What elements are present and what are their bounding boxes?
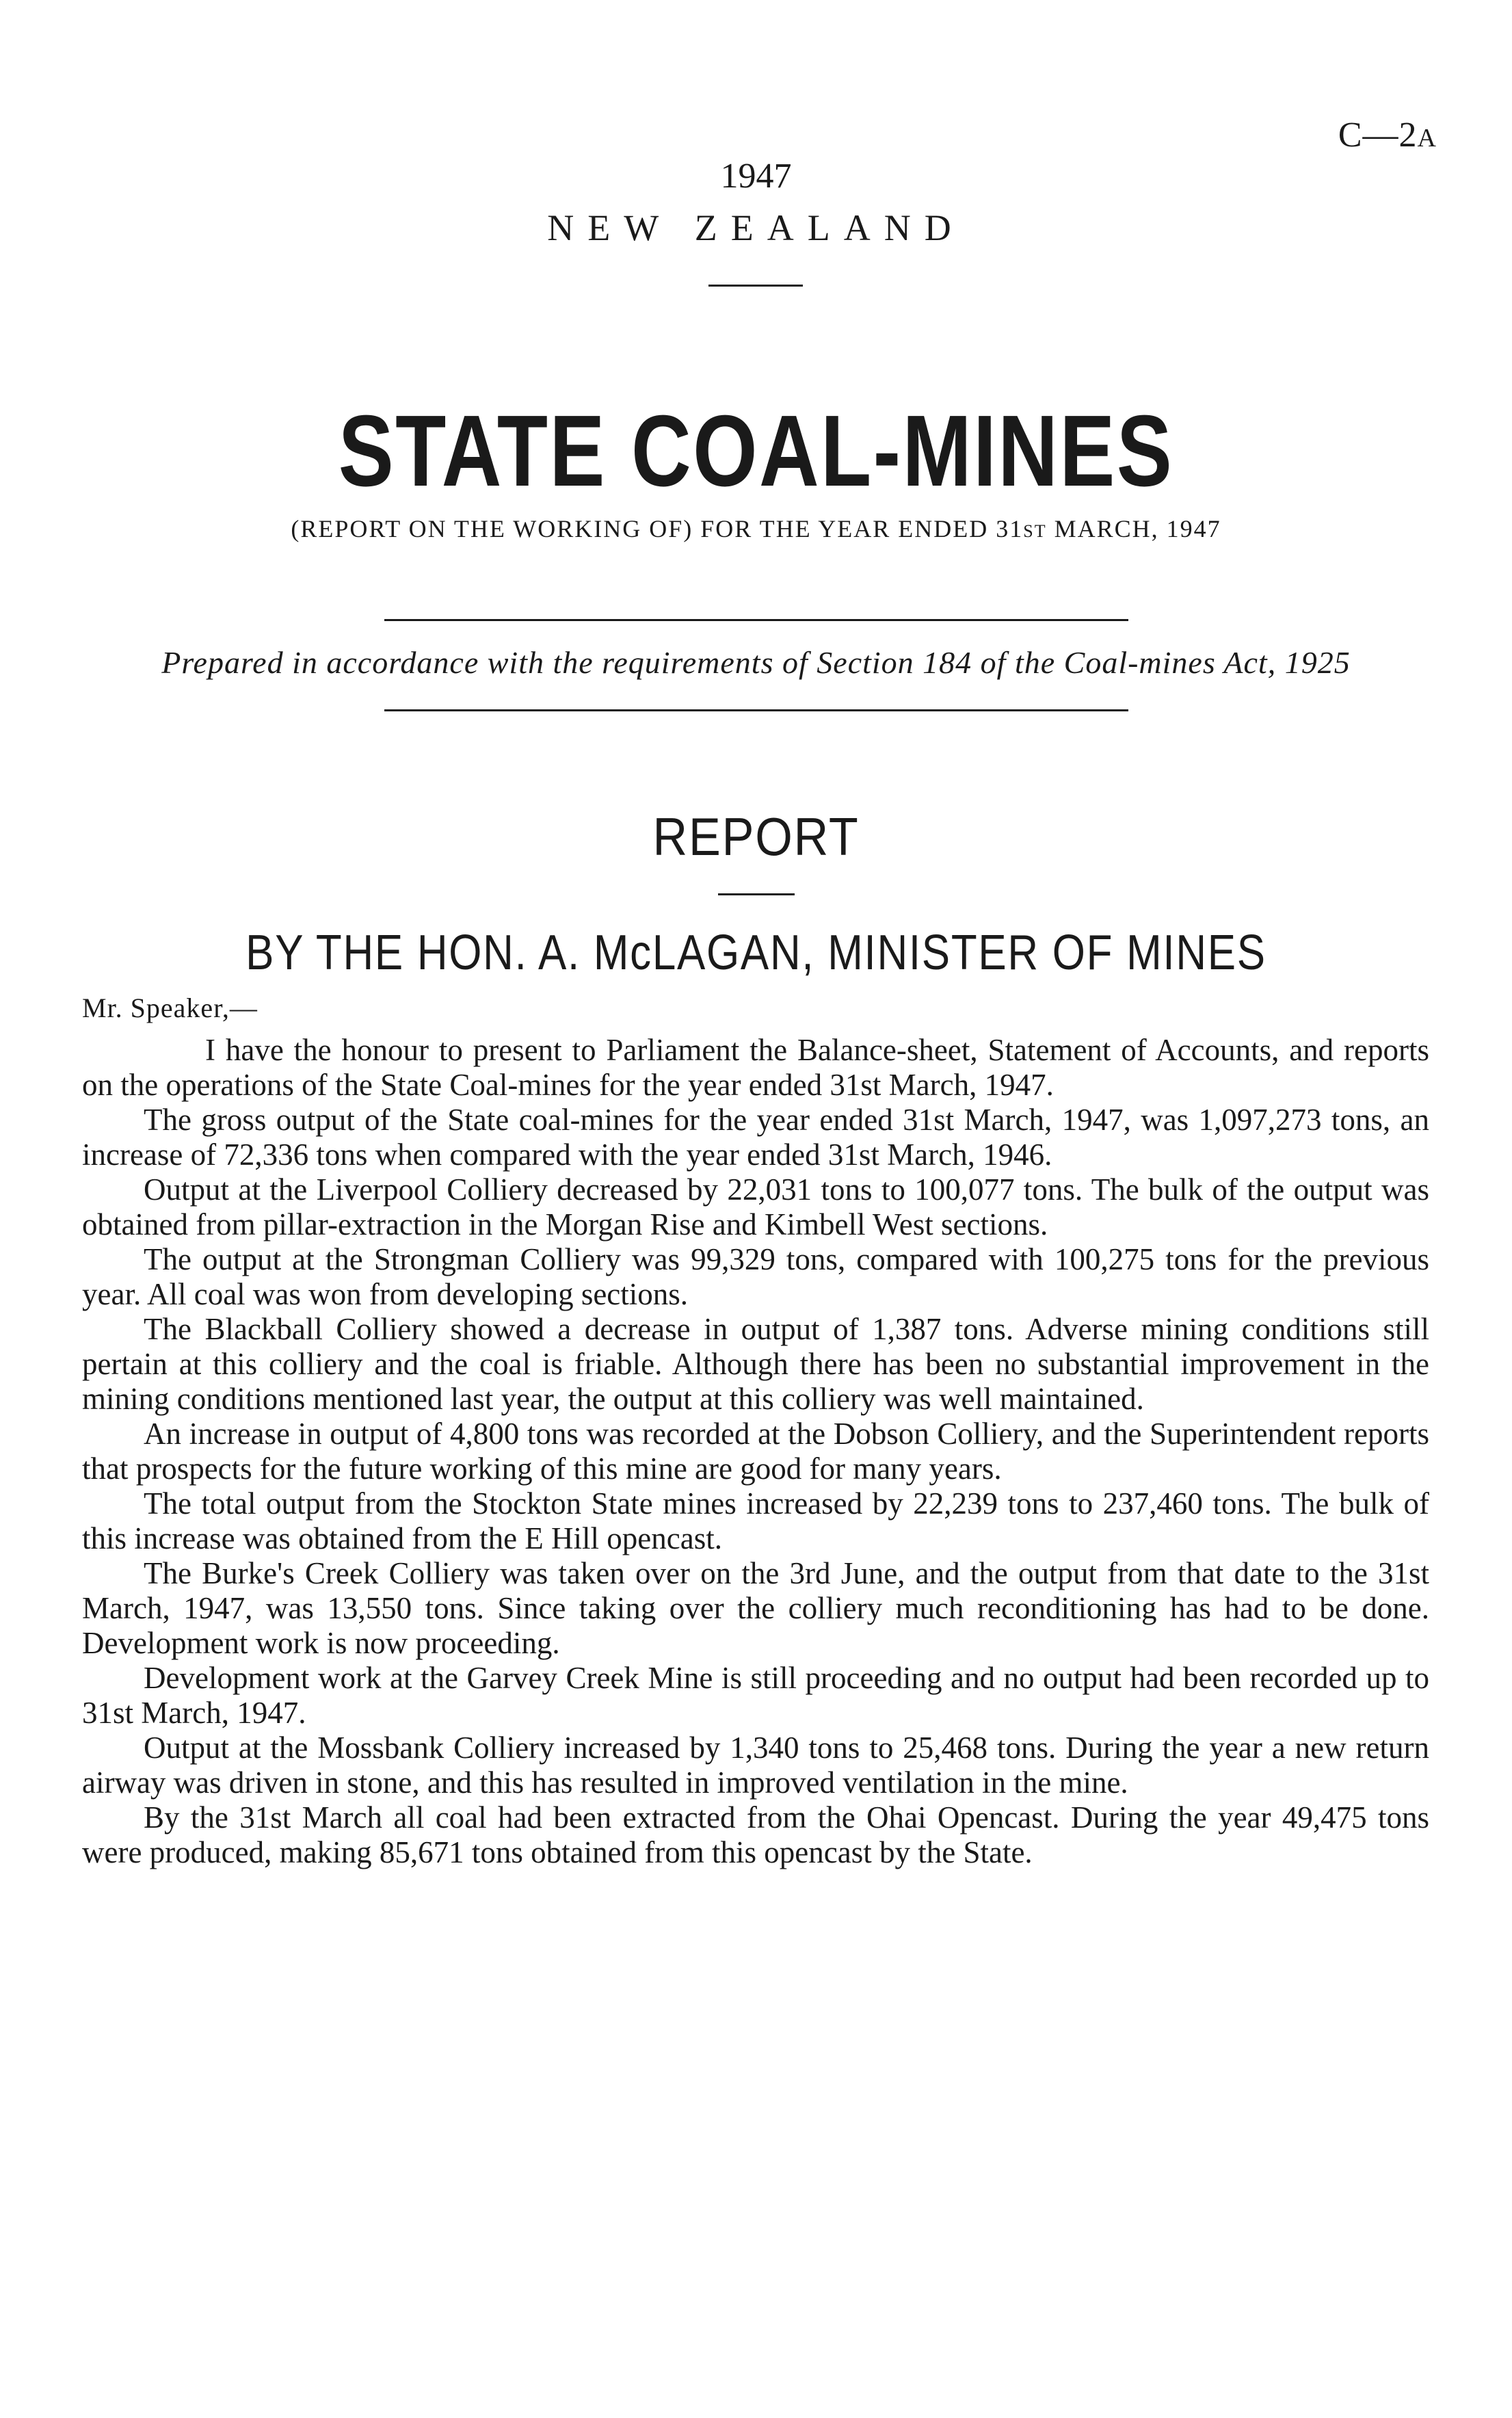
report-paragraph: The output at the Strongman Colliery was 99,329 tons, compared with 100,275 tons for the previous year. All coal was won from developing sections.: [82, 1242, 1429, 1311]
report-paragraph: The gross output of the State coal-mines for the year ended 31st March, 1947, was 1,097,273 tons, an increase of 72,336 tons when compared with the year ended 31st March, 1946.: [82, 1103, 1429, 1172]
document-code-suffix: A: [1417, 124, 1437, 153]
document-code-main: C—2: [1338, 116, 1418, 155]
subtitle-superscript: ST: [1023, 521, 1047, 541]
page-subtitle: [0, 514, 1512, 543]
report-paragraph: Output at the Liverpool Colliery decreased by 22,031 tons to 100,077 tons. The bulk of the output was obtained from pillar-extraction in the Morgan Rise and Kimbell West sections.: [82, 1172, 1429, 1241]
divider-rule: [718, 893, 795, 895]
report-body: [82, 1033, 1429, 1870]
report-paragraph: Development work at the Garvey Creek Mine is still proceeding and no output had been recorded up to 31st March, 1947.: [82, 1661, 1429, 1730]
divider-rule: [384, 709, 1128, 711]
report-paragraph: By the 31st March all coal had been extracted from the Ohai Opencast. During the year 49,475 tons were produced, making 85,671 tons obtained from this opencast by the State.: [82, 1800, 1429, 1869]
report-paragraph: I have the honour to present to Parliament the Balance-sheet, Statement of Accounts, and reports on the operations of the State Coal-mines for the year ended 31st March, 1947.: [82, 1033, 1429, 1102]
salutation: Mr. Speaker,—: [82, 993, 258, 1023]
divider-rule: [708, 285, 803, 287]
report-paragraph: Output at the Mossbank Colliery increased by 1,340 tons to 25,468 tons. During the year a new return airway was driven in stone, and this has resulted in improved ventilation in the mine.: [82, 1731, 1429, 1800]
report-paragraph: An increase in output of 4,800 tons was recorded at the Dobson Colliery, and the Superintendent reports that prospects for the future working of this mine are good for many years.: [82, 1417, 1429, 1486]
report-paragraph: The Blackball Colliery showed a decrease in output of 1,387 tons. Adverse mining conditions still pertain at this colliery and the coal is friable. Although there has been no substantial improvement in the mining conditions mentioned last year, the output at this colliery was well maintained.: [82, 1312, 1429, 1416]
subtitle-suffix: MARCH, 1947: [1046, 515, 1221, 542]
report-paragraph: The Burke's Creek Colliery was taken over on the 3rd June, and the output from that date to the 31st March, 1947, was 13,550 tons. Since taking over the colliery much reconditioning has had to be done. Development work is now proceeding.: [82, 1556, 1429, 1660]
report-byline: BY THE HON. A. McLAGAN, MINISTER OF MINES: [246, 925, 1266, 980]
subtitle-prefix: (REPORT ON THE WORKING OF) FOR THE YEAR ENDED 31: [291, 515, 1024, 542]
report-heading: REPORT: [652, 806, 860, 867]
report-paragraph: The total output from the Stockton State mines increased by 22,239 tons to 237,460 tons. The bulk of this increase was obtained from the E Hill opencast.: [82, 1486, 1429, 1555]
document-code: [1338, 115, 1437, 155]
divider-rule: [384, 619, 1128, 621]
document-year: 1947: [720, 157, 792, 196]
prepared-statement: Prepared in accordance with the requirements of Section 184 of the Coal-mines Act, 1925: [161, 645, 1351, 680]
country-heading: NEW ZEALAND: [547, 207, 965, 248]
page-title: STATE COAL-MINES: [338, 395, 1174, 508]
